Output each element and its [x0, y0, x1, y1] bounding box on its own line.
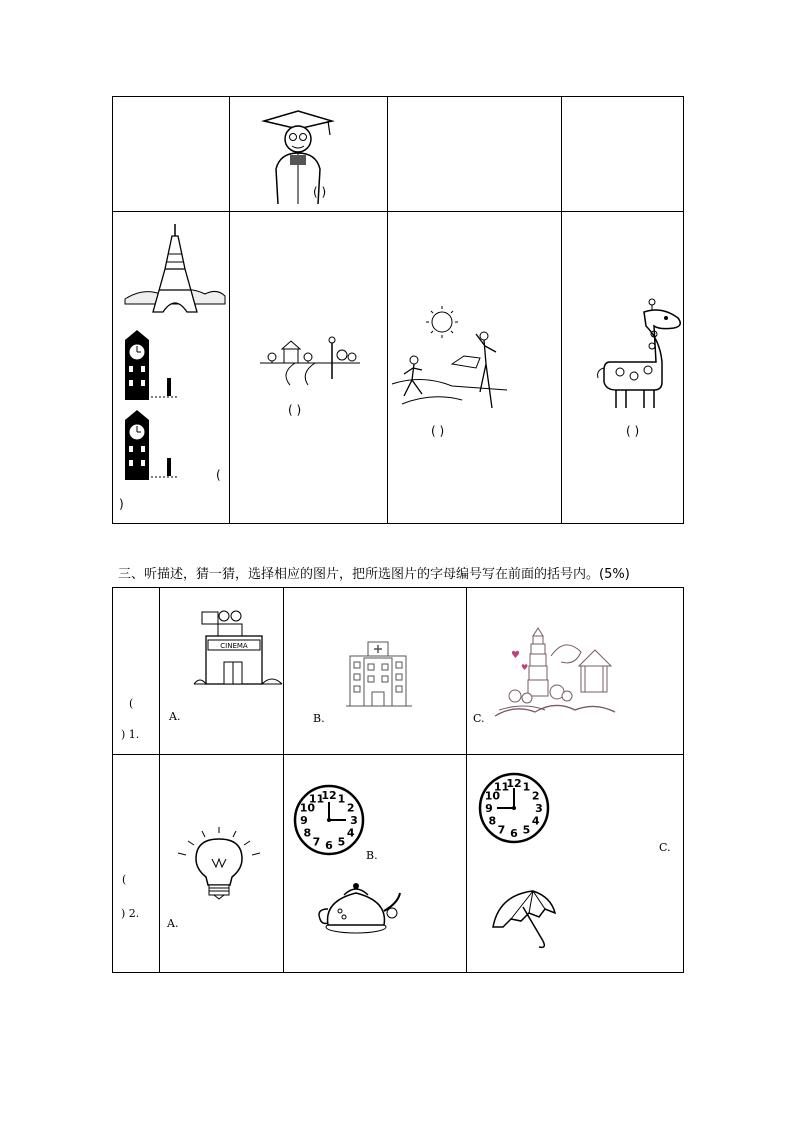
- cell-landmarks: [113, 212, 230, 524]
- clock-number: 11: [308, 792, 325, 806]
- clock-center: [512, 806, 516, 810]
- hospital-illustration: [346, 640, 416, 710]
- giraffe-illustration: [600, 296, 685, 411]
- road-answer-paren[interactable]: ( ): [288, 403, 302, 417]
- graduate-answer-paren[interactable]: ( ): [313, 185, 327, 199]
- clock-number: 5: [522, 823, 531, 837]
- q2-option-a-label: A.: [167, 917, 179, 930]
- q1-number: ) 1.: [121, 728, 140, 741]
- q2-paren-open[interactable]: (: [122, 873, 127, 886]
- landmark-answer-paren-close: ): [119, 497, 124, 511]
- section-3-heading: 三、听描述，猜一猜，选择相应的图片，把所选图片的字母编号写在前面的括号内。(5%): [118, 567, 630, 582]
- picture-choice-table: [112, 587, 684, 973]
- landmark-answer-paren-open[interactable]: (: [216, 468, 221, 482]
- clock-number: 6: [325, 839, 333, 852]
- clock-number: 9: [300, 814, 308, 827]
- clock-number: 3: [350, 814, 358, 827]
- giraffe-answer-paren[interactable]: ( ): [626, 424, 640, 438]
- clock-number: 10: [299, 801, 316, 815]
- q2-option-a-cell[interactable]: [160, 755, 284, 973]
- clock-number: 4: [531, 814, 540, 828]
- umbrella-icon: [489, 887, 559, 953]
- q1-option-a-label: A.: [169, 710, 181, 723]
- cinema-illustration: [194, 610, 284, 685]
- q2-number-cell: [113, 755, 160, 973]
- q1-option-c-cell[interactable]: [467, 588, 684, 755]
- cell-empty-1: [113, 97, 230, 212]
- clock-icon-c: [477, 771, 551, 845]
- running-answer-paren[interactable]: ( ): [431, 424, 445, 438]
- svg-text:♥: ♥: [521, 663, 529, 672]
- clock-icon-b: [292, 783, 366, 857]
- light-bulb-illustration: [172, 825, 266, 899]
- q2-option-c-cell[interactable]: [467, 755, 684, 973]
- clock-number: 8: [303, 826, 312, 840]
- q2-option-c-label: C.: [659, 841, 671, 854]
- clock-number: 1: [337, 792, 346, 806]
- q1-paren-open[interactable]: (: [129, 697, 134, 710]
- cell-running: [388, 212, 562, 524]
- cell-road: [230, 212, 388, 524]
- cell-giraffe: [562, 212, 684, 524]
- clock-number: 2: [346, 801, 355, 815]
- q1-option-c-label: C.: [473, 712, 485, 725]
- clock-number: 1: [522, 780, 531, 794]
- picture-table-top: [112, 96, 684, 524]
- clock-number: 9: [485, 802, 493, 815]
- clock-number: 12: [506, 777, 522, 790]
- q1-option-a-cell[interactable]: [160, 588, 284, 755]
- q1-option-b-cell[interactable]: [284, 588, 467, 755]
- cell-graduate: [230, 97, 388, 212]
- q2-number: ) 2.: [121, 907, 140, 920]
- teapot-illustration: [314, 875, 404, 945]
- clock-number: 7: [497, 823, 506, 837]
- clock-number: 12: [321, 789, 337, 802]
- cell-empty-3: [562, 97, 684, 212]
- clock-number: 11: [493, 780, 510, 794]
- q2-option-b-label: B.: [366, 849, 378, 862]
- eiffel-tower-illustration: [125, 224, 225, 319]
- cinema-sign-text: CINEMA: [220, 642, 248, 650]
- clock-number: 6: [510, 827, 518, 840]
- park-pagoda-illustration: [495, 626, 615, 726]
- clock-number: 2: [531, 789, 540, 803]
- clock-number: 8: [488, 814, 497, 828]
- clock-number: 4: [346, 826, 355, 840]
- q1-option-b-label: B.: [313, 712, 325, 725]
- q2-option-b-cell[interactable]: [284, 755, 467, 973]
- cell-empty-2: [388, 97, 562, 212]
- country-road-illustration: [260, 335, 360, 385]
- big-ben-illustration-1: [119, 330, 179, 400]
- sunny-running-illustration: [392, 304, 507, 414]
- big-ben-illustration-2: [119, 410, 179, 480]
- clock-number: 10: [484, 789, 501, 803]
- q1-number-cell: [113, 588, 160, 755]
- clock-number: 7: [312, 835, 321, 849]
- clock-number: 5: [337, 835, 346, 849]
- clock-center: [327, 818, 331, 822]
- clock-number: 3: [535, 802, 543, 815]
- svg-text:♥: ♥: [511, 650, 520, 661]
